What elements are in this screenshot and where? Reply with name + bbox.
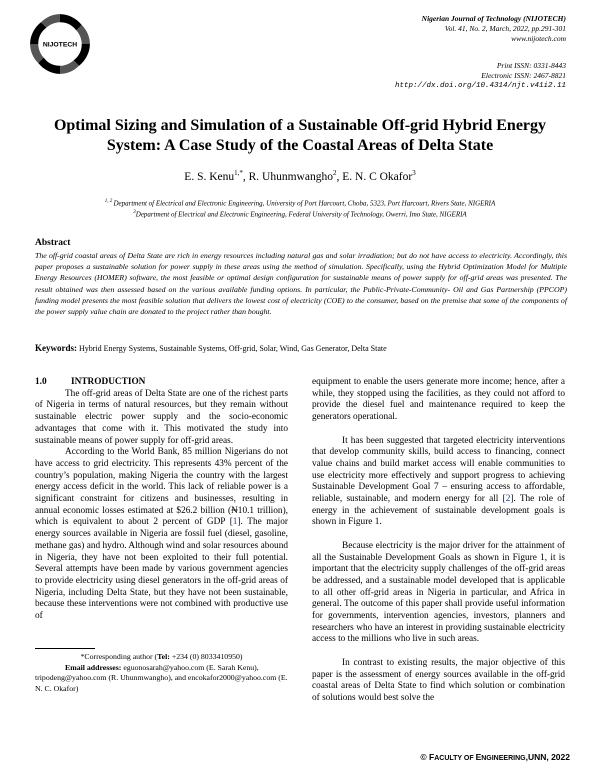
abstract-text: The off-grid coastal areas of Delta State are rich in energy resources including natural gas and solar irradiation; but do not have access to electricity. Accordingly, this paper proposes a sustainable solution for power supply in these areas using the method of simulation. Specifically, using the Hybrid Optimization Model for Multiple Energy Resources (HOMER) software, the most feasible or optimal design configuration for sustainable means of power supply for off-grid areas was presented. The result obtained was then assessed based on the various available funding options. In particular, the Public-Private-Community- Oil and Gas Partnership (PPCOP) funding model presents the most feasible solution that delivers the lowest cost of electricity (COE) to the consumer, based on the premise that some of the components of the power supply value chain are donated to the project rather than bought. xyxy=(35,251,567,317)
right-column xyxy=(312,377,565,705)
affiliation-2-sup: 3 xyxy=(133,210,136,216)
intro-p3-part-a: It has been suggested that targeted electricity interventions that develop community skills, build access to financing, connect value chains and build market access will enable communities to use electricity more effectively and support progress to achieving Sustainable Development Goal 7 – ensuring access to affordable, reliable, sustainable, and modern energy for all [ xyxy=(312,435,565,505)
section-heading-introduction xyxy=(35,377,288,389)
title-line-2: System: A Case Study of the Coastal Areas of Delta State xyxy=(106,137,494,154)
author-2-sup: 2 xyxy=(332,169,337,177)
copyright-footer xyxy=(420,752,570,762)
intro-paragraph-1: The off-grid areas of Delta State are one of the richest parts of Nigeria in terms of natural resources, but they remain without sustainable electric power supply and the socio-economic advantages that come with it. This motivated the study into sustainable means of power supply for off-grid areas. xyxy=(35,388,288,446)
author-1-sup: 1,* xyxy=(234,169,243,177)
journal-name: Nigerian Journal of Technology (NIJOTECH) xyxy=(421,14,566,23)
citation-2-link[interactable]: 2 xyxy=(505,494,511,505)
tel-number: +234 (0) 8033410950) xyxy=(169,652,243,661)
journal-website[interactable]: www.nijotech.com xyxy=(511,34,566,43)
author-2: R. Uhunmwangho xyxy=(248,170,333,183)
intro-p2-part-b: ]. The major energy sources available in Nigeria are fossil fuel (diesel, gasoline, methane gas) and hydro. Although wind and solar resources abound in Nigeria, they have not been exploited to their full potential. Several attempts have been made by various government agencies to provide electricity using diesel generators in the off-grid areas of Nigeria, including Delta State, but they have not been sustainable, because these interventions were not combined with productive use of xyxy=(35,517,288,622)
affiliations xyxy=(30,197,570,220)
intro-paragraph-2-continued: equipment to enable the users generate more income; hence, after a while, they stopped using the facilities, as they could not afford to provide the diesel fuel and maintenance required to keep the generators operational. xyxy=(312,377,565,423)
copyright-ngineering: NGINEERING xyxy=(481,755,526,762)
affiliation-2-text: Department of Electrical and Electronic Engineering, Federal University of Technology, Owerri, Imo State, NIGERIA xyxy=(135,210,467,219)
left-column xyxy=(35,377,288,623)
issn-block xyxy=(395,61,566,91)
affiliation-1 xyxy=(30,197,570,208)
tel-label: Tel: xyxy=(157,652,170,661)
journal-logo xyxy=(26,10,94,78)
author-list: E. S. Kenu$^{1,*}$, R. Uhunmwangho$^2$, E. N. C Okafor$^3$ xyxy=(184,169,416,183)
section-title: INTRODUCTION xyxy=(71,377,146,387)
intro-paragraph-4: Because electricity is the major driver for the attainment of all the Sustainable Development Goals as shown in Figure 1, it is important that the electricity supply challenges of the off-grid areas be addressed, and a sustainable model developed that is applicable to all other off-grid areas in Nigeria in particular, and Africa in general. The outcome of this paper shall provide useful information for governments, intervention agencies, investors, planners and researchers who have an interest in providing sustainable electricity access to the millions who live in such areas. xyxy=(312,540,565,645)
journal-header xyxy=(422,14,566,44)
intro-paragraph-2 xyxy=(35,447,288,623)
corr-label: *Corresponding author ( xyxy=(80,652,158,661)
doi-link[interactable]: http://dx.doi.org/10.4314/njt.v41i2.11 xyxy=(394,82,566,90)
copyright-symbol: © xyxy=(420,752,429,762)
keywords-text: Hybrid Energy Systems, Sustainable Systems, Off-grid, Solar, Wind, Gas Generator, Delta State xyxy=(79,344,387,353)
copyright-aculty: ACULTY OF xyxy=(434,755,476,762)
affiliation-1-sup: 1, 2 xyxy=(104,199,114,204)
copyright-tail: ,UNN, 2022 xyxy=(525,752,570,762)
intro-p2-part-a: According to the World Bank, 85 million Nigerians do not have access to grid electricity. This represents 43% percent of the country’s population, making Nigeria the country with the largest energy access deficit in the world. This lack of reliable power is a significant constraint for citizens and businesses, resulting in annual economic losses estimated at $26.2 billion (₦10.1 trillion), which is equivalent to about 2 percent of GDP [ xyxy=(35,447,288,528)
journal-volume: Vol. 41, No. 2, March, 2022, pp.291-301 xyxy=(444,24,566,33)
intro-p3-part-b: ]. The role of energy in the achievement of sustainable development goals is shown in Figure 1. xyxy=(312,494,565,528)
email-label: Email addresses: xyxy=(65,662,122,672)
footnote-tel-line xyxy=(35,652,288,663)
affiliation-2 xyxy=(30,208,570,219)
corresponding-author-footnote xyxy=(35,652,288,694)
intro-paragraph-3 xyxy=(312,436,565,530)
author-3: E. N. C Okafor xyxy=(342,170,413,183)
title-line-1: Optimal Sizing and Simulation of a Sustainable Off-grid Hybrid Energy xyxy=(53,117,547,134)
intro-paragraph-5: In contrast to existing results, the major objective of this paper is the assessment of energy sources available in the off-grid coastal areas of Delta State to find which solution or combination of solutions would best solve the xyxy=(312,657,565,703)
email-addresses[interactable]: eguonosarah@yahoo.com (E. Sarah Kenu), tripodeng@yahoo.com (R. Uhunmwangho), and encokafor2000@yahoo.com (E. N. C. Okafor) xyxy=(35,662,288,693)
print-issn: Print ISSN: 0331-8443 xyxy=(496,61,566,70)
author-3-sup: 3 xyxy=(412,169,416,177)
electronic-issn: Electronic ISSN: 2467-8821 xyxy=(481,71,566,80)
keywords xyxy=(35,343,567,354)
affiliation-1-text: Department of Electrical and Electronic Engineering, University of Port Harcourt, Choba, 5323, Port Harcourt, Rivers State, NIGERIA xyxy=(113,199,496,208)
abstract-heading: Abstract xyxy=(35,238,71,248)
paper-title xyxy=(30,116,570,156)
section-number: 1.0 xyxy=(35,377,47,387)
svg-text:NIJOTECH: NIJOTECH xyxy=(42,41,78,49)
footnote-rule xyxy=(35,648,95,649)
author-1: E. S. Kenu xyxy=(184,170,235,183)
copyright-e: E xyxy=(475,752,482,762)
citation-1-link[interactable]: 1 xyxy=(232,517,238,528)
copyright-f: F xyxy=(429,752,435,762)
keywords-label: Keywords: xyxy=(35,343,77,353)
